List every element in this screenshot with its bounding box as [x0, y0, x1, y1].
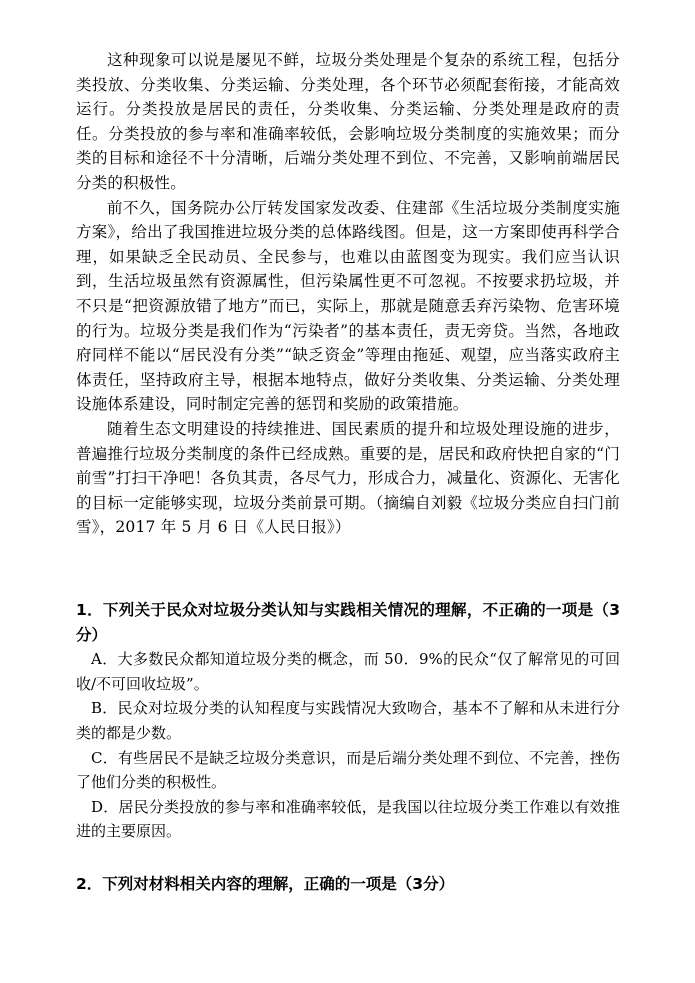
question-1-stem: 1．下列关于民众对垃圾分类认知与实践相关情况的理解，不正确的一项是（3 分）: [76, 601, 620, 644]
question-2: [76, 872, 620, 897]
passage-paragraph-3: 随着生态文明建设的持续推进、国民素质的提升和垃圾处理设施的进步，普遍推行垃圾分类制度的条件已经成熟。重要的是，居民和政府快把自家的“门前雪”打扫干净吧！各负其责，各尽气力，形成合力，减量化、资源化、无害化的目标一定能够实现，垃圾分类前景可期。（摘编自刘毅《垃圾分类应自扫门前雪》，2017 年 5 月 6 日《人民日报》）: [76, 419, 620, 537]
question-section: [76, 598, 620, 897]
question-2-stem: 2．下列对材料相关内容的理解，正确的一项是（3分）: [76, 874, 455, 893]
reading-passage: [76, 48, 620, 540]
passage-paragraph-2: 前不久，国务院办公厅转发国家发改委、住建部《生活垃圾分类制度实施方案》，给出了我国推进垃圾分类的总体路线图。但是，这一方案即使再科学合理，如果缺乏全民动员、全民参与，也难以由蓝图变为现实。我们应当认识到，生活垃圾虽然有资源属性，但污染属性更不可忽视。不按要求扔垃圾，并不只是“把资源放错了地方”而已，实际上，那就是随意丢弃污染物、危害环境的行为。垃圾分类是我们作为“污染者”的基本责任，责无旁贷。当然，各地政府同样不能以“居民没有分类”“缺乏资金”等理由拖延、观望，应当落实政府主体责任，坚持政府主导，根据本地特点，做好分类收集、分类运输、分类处理设施体系建设，同时制定完善的惩罚和奖励的政策措施。: [76, 198, 620, 414]
passage-paragraph-1: 这种现象可以说是屡见不鲜，垃圾分类处理是个复杂的系统工程，包括分类投放、分类收集、分类运输、分类处理，各个环节必须配套衔接，才能高效运行。分类投放是居民的责任，分类收集、分类运输、分类处理是政府的责任。分类投放的参与率和准确率较低，会影响垃圾分类制度的实施效果；而分类的目标和途径不十分清晰，后端分类处理不到位、不完善，又影响前端居民分类的积极性。: [76, 51, 620, 192]
question-1-option-a: A．大多数民众都知道垃圾分类的概念，而 50．9%的民众“仅了解常见的可回收/不可回收垃圾”。: [76, 650, 620, 693]
question-1-option-b: B．民众对垃圾分类的认知程度与实践情况大致吻合，基本不了解和从未进行分类的都是少数。: [76, 699, 620, 742]
question-1: [76, 598, 620, 844]
question-1-option-d: D．居民分类投放的参与率和准确率较低，是我国以往垃圾分类工作难以有效推进的主要原因。: [76, 797, 620, 841]
question-1-option-c: C．有些居民不是缺乏垃圾分类意识，而是后端分类处理不到位、不完善，挫伤了他们分类的积极性。: [76, 748, 620, 792]
